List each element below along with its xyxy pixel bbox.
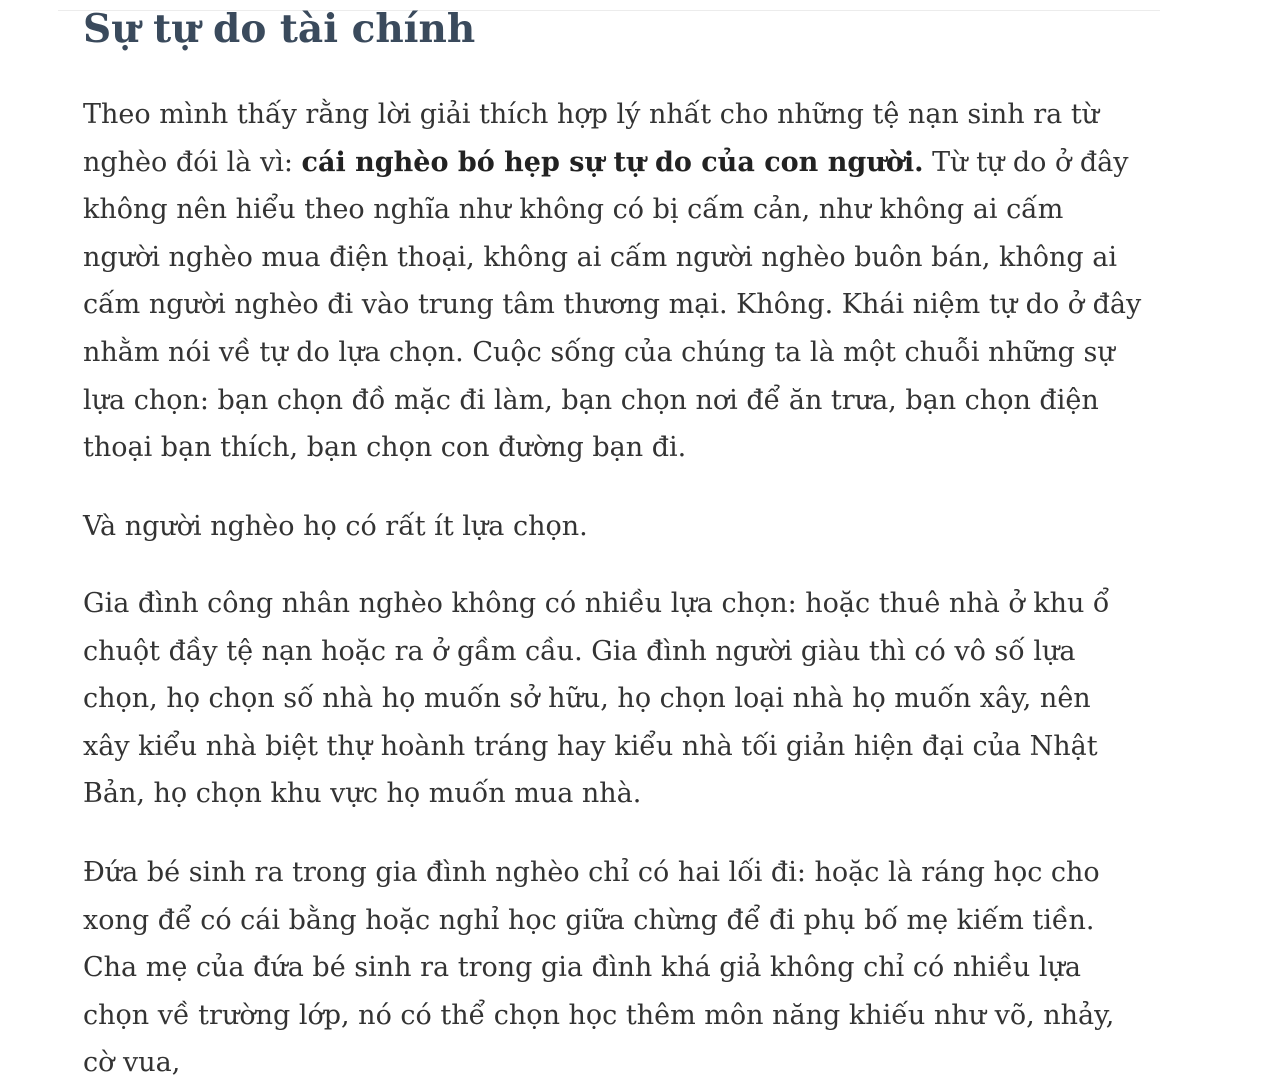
paragraph-few-choices: Và người nghèo họ có rất ít lựa chọn. [83,511,588,542]
paragraph-freedom-explanation [83,91,1143,472]
section-heading: Sự tự do tài chính [83,6,476,52]
paragraph-text: Từ tự do ở đây không nên hiểu theo nghĩa như không có bị cấm cản, như không ai cấm người nghèo mua điện thoại, không ai cấm người nghèo buôn bán, không ai cấm người nghèo đi vào trung tâm thương mại. Không. Khái niệm tự do ở đây nhằm nói về tự do lựa chọn. Cuộc sống của chúng ta là một chuỗi những sự lựa chọn: bạn chọn đồ mặc đi làm, bạn chọn nơi để ăn trưa, bạn chọn điện thoại bạn thích, bạn chọn con đường bạn đi. [83,146,1142,464]
paragraph-education-choices: Đứa bé sinh ra trong gia đình nghèo chỉ có hai lối đi: hoặc là ráng học cho xong để có cái bằng hoặc nghỉ học giữa chừng để đi phụ bố mẹ kiếm tiền. Cha mẹ của đứa bé sinh ra trong gia đình khá giả không chỉ có nhiều lựa chọn về trường lớp, nó có thể chọn học thêm môn năng khiếu như võ, nhảy, cờ vua, [83,857,1115,1079]
paragraph-housing-choices: Gia đình công nhân nghèo không có nhiều lựa chọn: hoặc thuê nhà ở khu ổ chuột đầy tệ nạn hoặc ra ở gầm cầu. Gia đình người giàu thì có vô số lựa chọn, họ chọn số nhà họ muốn sở hữu, họ chọn loại nhà họ muốn xây, nên xây kiểu nhà biệt thự hoành tráng hay kiểu nhà tối giản hiện đại của Nhật Bản, họ chọn khu vực họ muốn mua nhà. [83,588,1110,810]
paragraph-text: Theo mình thấy rằng lời giải thích hợp lý nhất cho những tệ nạn sinh ra từ nghèo đói là vì: [83,99,1100,178]
bold-emphasis-text: cái nghèo bó hẹp sự tự do của con người. [301,146,924,178]
